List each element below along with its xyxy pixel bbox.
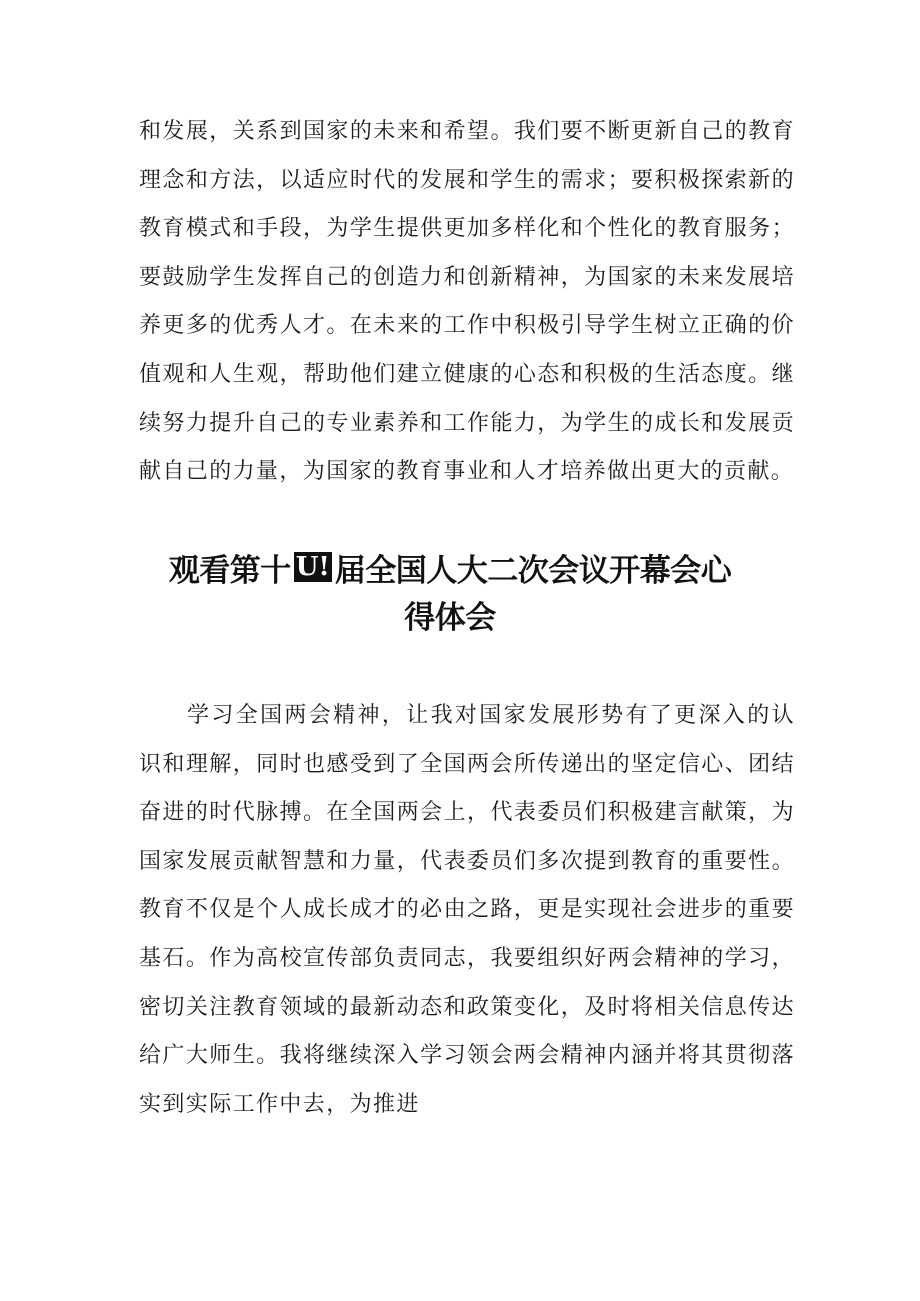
title-part-1: 观看第十 (168, 553, 291, 589)
title-garbled-glyph: U! (295, 552, 330, 582)
title-part-2: 届全国人大二次会议开幕会心 (334, 553, 732, 589)
article-title (100, 548, 800, 642)
title-line-2: 得体会 (404, 600, 496, 636)
body-paragraph: 学习全国两会精神，让我对国家发展形势有了更深入的认识和理解，同时也感受到了全国两会所传递出的坚定信心、团结奋进的时代脉搏。在全国两会上，代表委员们积极建言献策，为国家发展贡献智慧和力量，代表委员们多次提到教育的重要性。教育不仅是个人成长成才的必由之路，更是实现社会进步的重要基石。作为高校宣传部负责同志，我要组织好两会精神的学习，密切关注教育领域的最新动态和政策变化，及时将相关信息传达给广大师生。我将继续深入学习领会两会精神内涵并将其贯彻落实到实际工作中去，为推进 (139, 703, 795, 1117)
body-paragraph-continued: 和发展，关系到国家的未来和希望。我们要不断更新自己的教育理念和方法，以适应时代的发展和学生的需求；要积极探索新的教育模式和手段，为学生提供更加多样化和个性化的教育服务；要鼓励学生发挥自己的创造力和创新精神，为国家的未来发展培养更多的优秀人才。在未来的工作中积极引导学生树立正确的价值观和人生观，帮助他们建立健康的心态和积极的生活态度。继续努力提升自己的专业素养和工作能力，为学生的成长和发展贡献自己的力量，为国家的教育事业和人才培养做出更大的贡献。 (139, 119, 795, 485)
